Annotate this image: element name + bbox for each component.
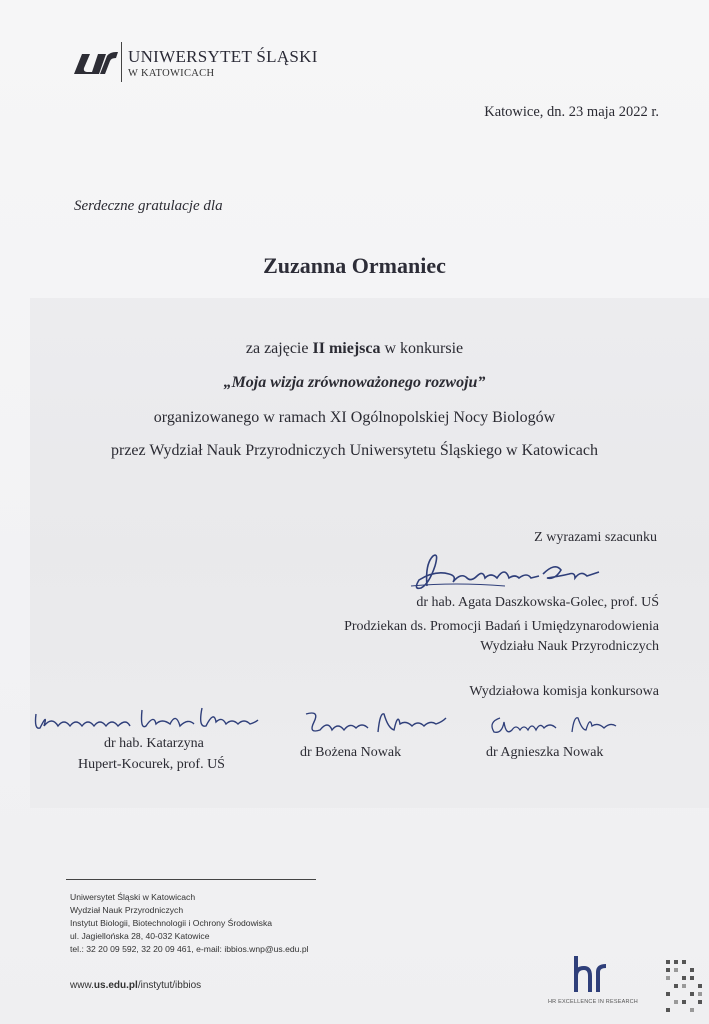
university-city: W KATOWICACH (128, 68, 215, 79)
award-line (0, 340, 709, 358)
member3-signature (486, 708, 626, 742)
member1-signature (30, 704, 260, 738)
committee-member-1-line2: Hupert-Kocurek, prof. UŚ (78, 757, 225, 772)
member2-signature (300, 706, 450, 740)
hr-excellence-logo-icon (566, 952, 626, 996)
award-prefix: za zajęcie (245, 340, 313, 357)
dean-signature (405, 552, 605, 594)
organizer-line: przez Wydział Nauk Przyrodniczych Uniwersytetu Śląskiego w Katowicach (110, 442, 599, 459)
committee-member-3: dr Agnieszka Nowak (486, 745, 604, 760)
hr-badge-text: HR EXCELLENCE IN RESEARCH (548, 999, 638, 1005)
regards: Z wyrazami szacunku (534, 530, 657, 545)
award-place: II miejsca (312, 340, 381, 357)
dean-title: Prodziekan ds. Promocji Badań i Umiędzynarodowienia (344, 619, 659, 634)
issue-date: Katowice, dn. 23 maja 2022 r. (484, 104, 659, 120)
footer-divider (66, 879, 316, 880)
decorative-dots-icon (664, 958, 704, 1018)
contest-title: „Moja wizja zrównoważonego rozwoju” (223, 374, 486, 391)
recipient-name: Zuzanna Ormaniec (263, 253, 446, 278)
committee-member-1-line1: dr hab. Katarzyna (104, 736, 204, 751)
committee-heading: Wydziałowa komisja konkursowa (469, 684, 659, 699)
footer-line: ul. Jagiellońska 28, 40-032 Katowice (70, 931, 210, 941)
dean-faculty: Wydziału Nauk Przyrodniczych (480, 639, 659, 654)
logo-divider (121, 42, 122, 82)
website-link[interactable]: www.us.edu.pl/instytut/ibbios (70, 980, 202, 991)
footer-line: Instytut Biologii, Biotechnologii i Ochrony Środowiska (70, 918, 273, 928)
award-suffix: w konkursie (380, 340, 464, 357)
footer-line: Wydział Nauk Przyrodniczych (70, 905, 184, 915)
footer-line: Uniwersytet Śląski w Katowicach (70, 892, 196, 902)
footer-line: tel.: 32 20 09 592, 32 20 09 461, e-mail: ibbios.wnp@us.edu.pl (70, 944, 309, 954)
greeting: Serdeczne gratulacje dla (74, 198, 223, 214)
committee-member-2: dr Bożena Nowak (300, 745, 402, 760)
dean-name: dr hab. Agata Daszkowska-Golec, prof. UŚ (416, 595, 659, 610)
university-logo-icon (70, 48, 120, 80)
event-line: organizowanego w ramach XI Ogólnopolskiej Nocy Biologów (153, 409, 556, 426)
university-name: UNIWERSYTET ŚLĄSKI (128, 47, 318, 66)
